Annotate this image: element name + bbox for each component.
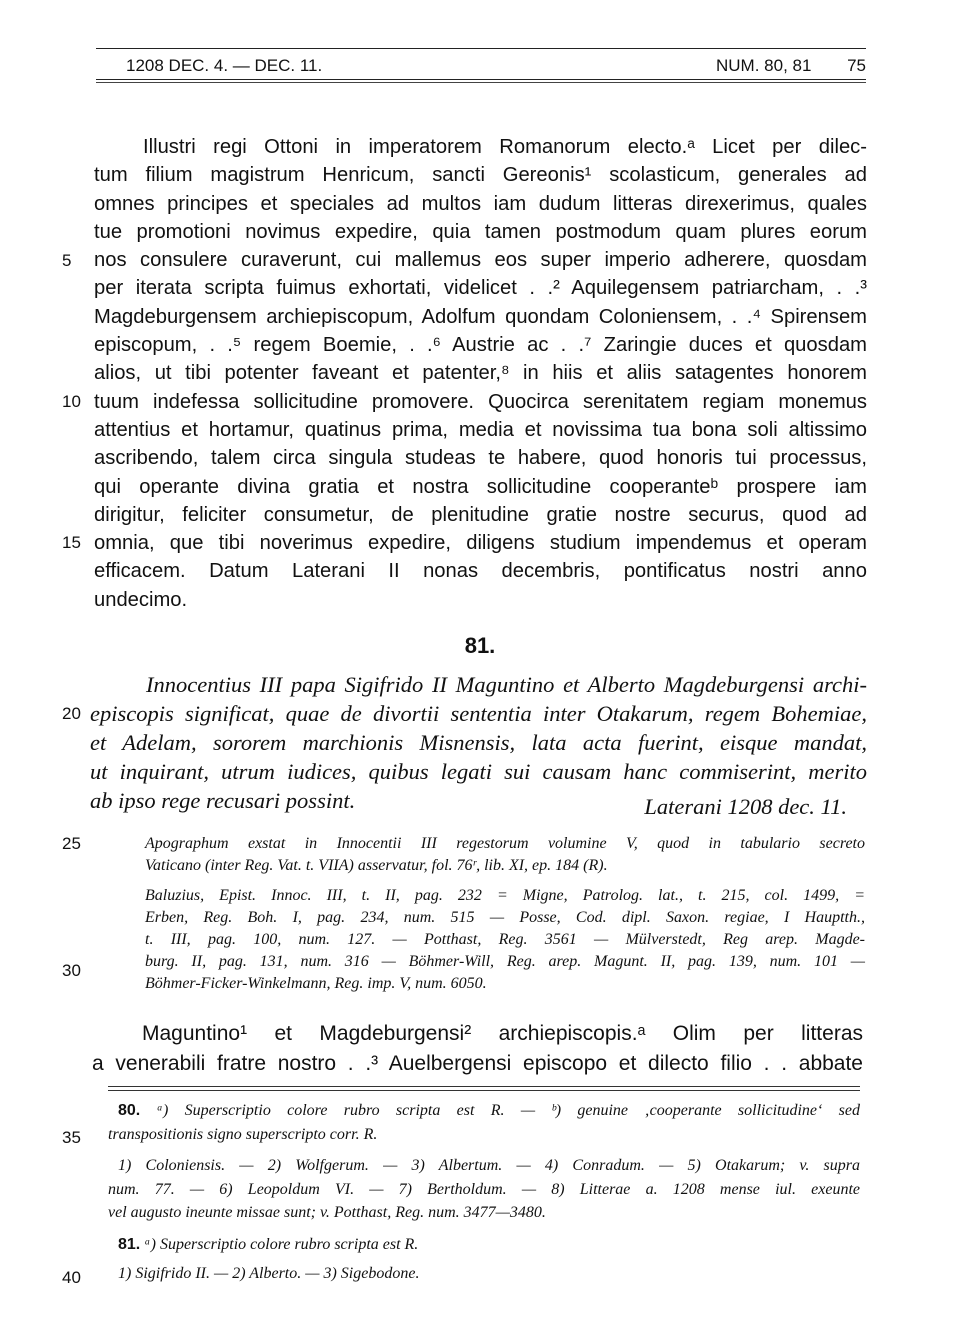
text-line: Maguntino¹ et Magdeburgensi² archiepiscopis.ᵃ Olim per litteras [142,1022,863,1045]
line-number: 10 [62,392,81,411]
line-number: 15 [62,533,81,552]
footnote-text: ᵃ) Superscriptio colore rubro scripta est R. — ᵇ) genuine ‚cooperante sollicitudine‘ sed [156,1102,861,1119]
text-line: tue promotioni novimus expedire, quia tamen postmodum quam plures eorum [94,220,867,243]
header-rule-bottom [96,79,866,80]
footnotes [108,1099,860,1286]
source-line: Böhmer-Ficker-Winkelmann, Reg. imp. V, num. 6050. [145,975,487,992]
footnote-line: 1) Sigifrido II. — 2) Alberto. — 3) Sigebodone. [118,1265,420,1282]
footnote-rule-thin [108,1090,860,1091]
text-line: tum filium magistrum Henricum, sancti Gereonis¹ scolasticum, generales ad [94,164,867,187]
header-document-numbers: NUM. 80, 81 [716,56,812,75]
footnote-rule [108,1086,860,1087]
regest-line [90,786,867,819]
text-line: omnes principes et speciales ad multos iam dudum litteras direxerimus, quales [94,192,867,215]
line-number: 20 [62,704,81,723]
source-line: Vaticano (inter Reg. Vat. t. VIIA) asservatur, fol. 76ʳ, lib. XI, ep. 184 (R). [145,857,608,874]
regest-last-text: ab ipso rege recusari possint. [90,788,356,813]
letter-81-body [92,1019,863,1079]
regest-line: episcopis significat, quae de divortii sententia inter Otakarum, regem Bohemiae, [90,701,867,726]
text-line: Illustri regi Ottoni in imperatorem Romanorum electo.ᵃ Licet per dilec- [143,136,867,158]
text-line: undecimo. [94,588,188,611]
source-line: burg. II, pag. 131, num. 316 — Böhmer-Will, Reg. arep. Magunt. II, pag. 139, num. 101 — [145,953,865,970]
line-number: 40 [62,1268,81,1287]
text-line: nos consulere curaverunt, cui mallemus eos super imperio adherere, quosdam [94,249,867,272]
header-date-range: 1208 DEC. 4. — DEC. 11. [126,56,323,75]
text-line: tuum indefessa sollicitudine promovere. Quocirca serenitatem regiam monemus [94,390,867,413]
source-line: Baluzius, Epist. Innoc. III, t. II, pag. 232 = Migne, Patrolog. lat., t. 215, col. 1499, = [145,887,865,904]
header-row [96,49,866,79]
footnote-line [108,1099,860,1123]
source-line: Apographum exstat in Innocentii III regestorum volumine V, quod in tabulario secreto [145,835,865,852]
spacer [108,1146,860,1154]
footnote-line: 1) Coloniensis. — 2) Wolfgerum. — 3) Albertum. — 4) Conradum. — 5) Otakarum; v. supra [118,1157,860,1174]
footnote-text: ᵃ) Superscriptio colore rubro scripta est R. [144,1235,419,1253]
spacer [108,1225,860,1233]
footnote-line: vel augusto ineunte missae sunt; v. Potthast, Reg. num. 3477—3480. [108,1204,546,1221]
source-line: t. III, pag. 100, num. 127. — Potthast, Reg. 3561 — Mülverstedt, Reg arep. Magde- [145,931,865,948]
footnote-label-80: 80. [118,1102,141,1119]
header-rule-bottom-thin [96,82,866,83]
text-line: qui operante divina gratia et nostra sollicitudine cooperanteᵇ prospere iam [94,475,867,498]
document-number-heading: 81. [464,633,496,658]
footnote-line [108,1233,860,1257]
text-line: episcopum, . .⁵ regem Boemie, . .⁶ Austrie ac . .⁷ Zaringie duces et quosdam [94,334,867,357]
line-number: 35 [62,1128,81,1147]
footnote-line: transpositionis signo superscripto corr. R. [108,1125,378,1143]
line-number: 30 [62,961,81,980]
regest-summary [90,670,867,819]
regest-line: Innocentius III papa Sigifrido II Maguntino et Alberto Magdeburgensi archi- [146,672,867,697]
text-line: ascribendo, talem circa singula studeas te habere, quod honoris tui processus, [94,447,867,470]
text-line: omnia, que tibi noverimus expedire, diligens studium impendemus et operam [94,532,867,555]
footnote-line: num. 77. — 6) Leopoldum VI. — 7) Bertholdum. — 8) Litterae a. 1208 mense iul. exeunte [108,1180,860,1198]
text-line: alios, ut tibi potenter faveant et patenter,⁸ in hiis et aliis satagentes honorem [94,362,867,385]
running-header [96,48,866,83]
letter-80-body [94,133,867,614]
line-number: 5 [62,251,72,270]
text-line: dirigitur, feliciter consumetur, de plenitudine gratie nostre securus, quod ad [94,503,867,526]
text-line: efficacem. Datum Laterani II nonas decembris, pontificatus nostri anno [94,560,867,583]
text-line: a venerabili fratre nostro . .³ Auelbergensi episcopo et dilecto filio . . abbate [92,1052,863,1075]
regest-line: ut inquirant, utrum iudices, quibus legati sui causam hanc commiserint, merito [90,759,867,784]
footnote-label-81: 81. [118,1235,141,1253]
page-number: 75 [847,56,866,75]
source-apparatus [145,833,865,995]
spacer [145,877,865,885]
text-line: per iterata scripta fuimus exhortati, videlicet . .² Aquilegensem patriarcham, . .³ [94,277,867,300]
text-line: attentius et hortamur, quatinus prima, media et novissima tua bona soli altissimo [94,418,867,441]
text-line: Magdeburgensem archiepiscopum, Adolfum quondam Coloniensem, . .⁴ Spirensem [94,305,867,328]
regest-date: Laterani 1208 dec. 11. [644,794,847,819]
regest-line: et Adelam, sororem marchionis Misnensis, lata acta fuerint, eisque mandat, [90,730,867,755]
source-line: Erben, Reg. Boh. I, pag. 234, num. 515 — Posse, Cod. dipl. Saxon. regiae, I Hauptth., [145,909,865,926]
line-number: 25 [62,834,81,853]
